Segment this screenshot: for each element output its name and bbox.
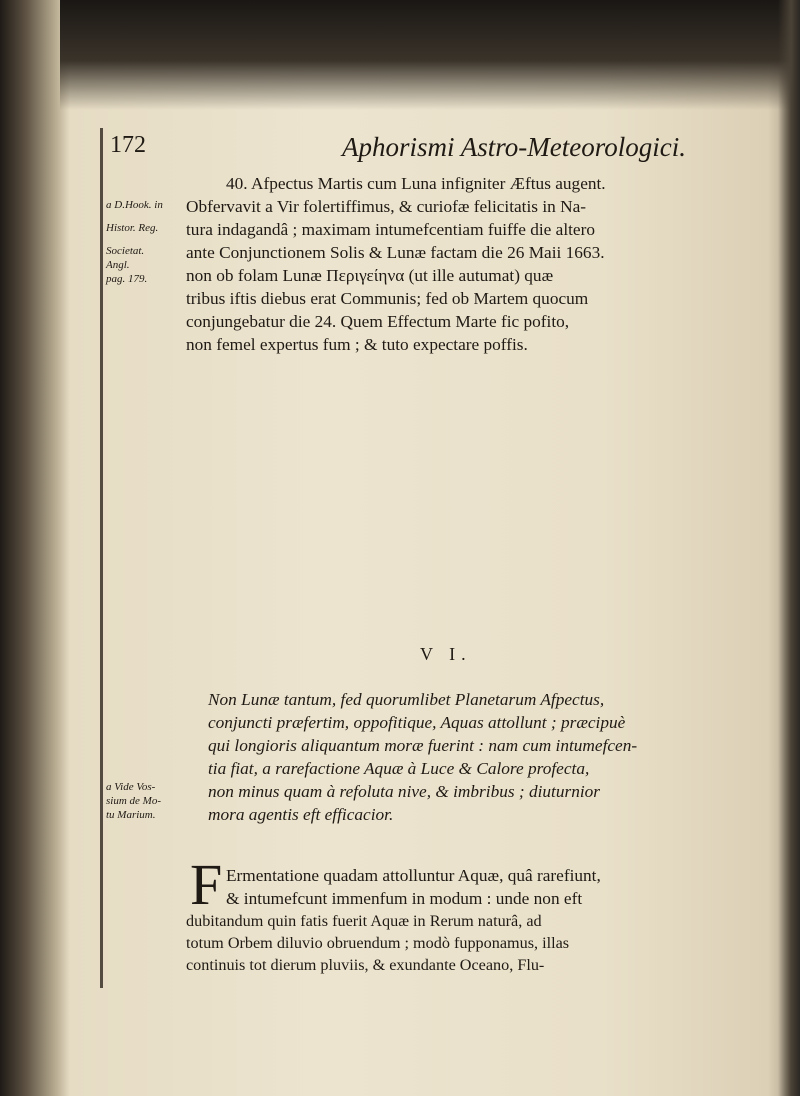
sidenote-line: a Vide Vos- [106, 781, 156, 793]
text-line: ante Conjunctionem Solis & Lunæ factam die 26 Maii 1663. [186, 243, 605, 262]
text-line: continuis tot dierum pluviis, & exundante Oceano, Flu- [186, 956, 545, 974]
book-gutter-shadow [0, 0, 70, 1096]
binding-margin-line [100, 128, 103, 988]
text-line: mora agentis eft efficacior. [208, 805, 394, 824]
text-line: conjuncti præfertim, oppofitique, Aquas attollunt ; præcipuè [208, 713, 626, 732]
text-line: non ob folam Lunæ Περιγείηνα (ut ille autumat) quæ [186, 266, 554, 285]
body-paragraph-cont [186, 910, 768, 976]
text-line: Ermentatione quadam attolluntur Aquæ, quâ rarefiunt, [226, 866, 601, 885]
sidenote-line: a D.Hook. in [106, 199, 163, 211]
running-title: Aphorismi Astro-Meteorologici. [342, 132, 686, 162]
section-number: V I. [420, 644, 472, 664]
body-paragraph [186, 864, 768, 910]
text-line: conjungebatur die 24. Quem Effectum Marte fic pofito, [186, 312, 570, 331]
drop-capital: F [190, 852, 223, 917]
sidenote-line: tu Marium. [106, 809, 156, 821]
sidenote-line: Societat. [106, 245, 145, 257]
text-line: non femel expertus fum ; & tuto expectare poffis. [186, 335, 528, 354]
sidenote-hook [106, 198, 176, 286]
text-line: tura indagandâ ; maximam intumefcentiam fuiffe die altero [186, 220, 595, 239]
text-line: totum Orbem diluvio obruendum ; modò fupponamus, illas [186, 934, 570, 952]
sidenote-line: Angl. [106, 259, 130, 271]
text-line: Non Lunæ tantum, fed quorumlibet Planetarum Afpectus, [208, 690, 605, 709]
sidenote-vide [106, 780, 176, 822]
sidenote-line: sium de Mo- [106, 795, 161, 807]
text-line: tia fiat, a rarefactione Aquæ à Luce & Calore profecta, [208, 759, 590, 778]
text-line: & intumefcunt immenfum in modum : unde non eft [226, 889, 583, 908]
text-line: dubitandum quin fatis fuerit Aquæ in Rerum naturâ, ad [186, 912, 542, 930]
page-number: 172 [110, 132, 146, 158]
paragraph-40 [186, 172, 768, 356]
sidenote-line: Histor. Reg. [106, 222, 159, 234]
sidenote-line: pag. 179. [106, 273, 148, 285]
text-line: tribus iftis diebus erat Communis; fed ob Martem quocum [186, 289, 589, 308]
text-line: qui longioris aliquantum moræ fuerint : nam cum intumefcen- [208, 736, 638, 755]
text-line: Obfervavit a Vir folertiffimus, & curiofæ felicitatis in Na- [186, 197, 586, 216]
top-edge-shadow [60, 0, 800, 110]
aphorism-thesis [188, 688, 763, 826]
text-line: 40. Afpectus Martis cum Luna infigniter Æftus augent. [226, 174, 606, 193]
page-header [110, 132, 800, 166]
text-line: non minus quam à refoluta nive, & imbribus ; diuturnior [208, 782, 601, 801]
